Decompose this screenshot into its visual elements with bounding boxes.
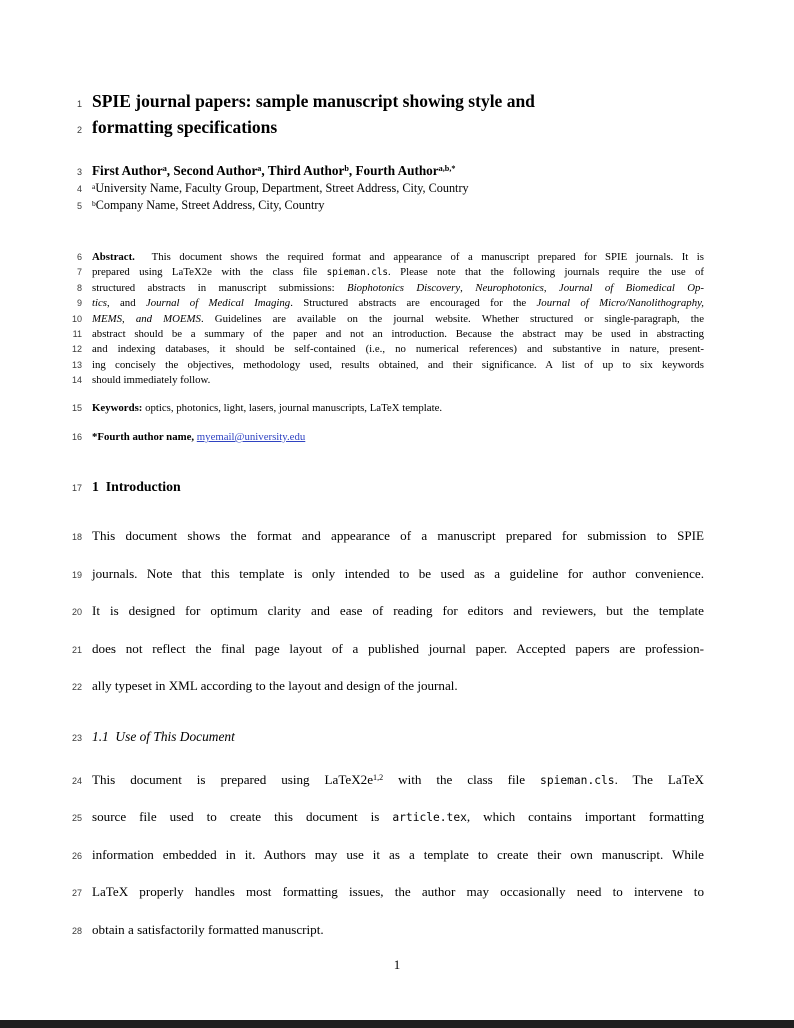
text-segment: abstract should be a summary of the paper and not an introduction. Because the abstract may be used in abstracting [92, 327, 704, 340]
line-number: 18 [71, 532, 82, 543]
text-segment: , [543, 281, 559, 294]
body-text: LaTeX properly handles most formatting issues, the author may occasionally need to intervene to [92, 884, 704, 900]
body-line [0, 667, 794, 705]
line-number: 13 [71, 359, 82, 370]
introduction-paragraph [0, 517, 794, 705]
mono-text-segment: article.tex [392, 811, 467, 825]
subsection-heading-text: 1.1 Use of This Document [92, 728, 235, 744]
abstract-line [0, 281, 794, 296]
b-text-segment: Abstract. [92, 251, 135, 263]
line-number: 23 [71, 732, 82, 743]
text-segment: University Name, Faculty Group, Department, Street Address, City, Country [95, 181, 469, 195]
text-segment: . The LaTeX [614, 771, 704, 787]
section-heading-text: 1 Introduction [92, 479, 181, 495]
text-segment: , and [107, 297, 146, 310]
authors-text [92, 162, 704, 180]
mono-text-segment: spieman.cls [540, 773, 615, 787]
text-segment: . Structured abstracts are encouraged for the [290, 297, 537, 310]
line-number: 21 [71, 644, 82, 655]
paper-title [0, 88, 794, 140]
abstract-line [0, 296, 794, 311]
i-text-segment: MEMS, and MOEMS [92, 312, 201, 325]
text-segment: source file used to create this document is [92, 809, 393, 825]
body-line [0, 873, 794, 911]
body-line [0, 630, 794, 668]
body-line [0, 517, 794, 555]
line-number: 6 [76, 252, 82, 262]
title-text: formatting specifications [92, 117, 278, 137]
line-number: 17 [71, 483, 82, 494]
affiliation-text [92, 197, 704, 214]
body-line [0, 592, 794, 630]
affiliation-line [0, 180, 794, 197]
use-of-document-paragraph [0, 761, 794, 949]
line-number: 3 [76, 167, 82, 177]
text-segment: This document shows the required format and appearance of a manuscript prepared for SPIE journals. It is [134, 251, 704, 263]
title-line [0, 88, 794, 114]
keywords-line [0, 401, 794, 416]
text-segment: First Author [92, 163, 163, 178]
body-text: This document shows the format and appearance of a manuscript prepared for submission to SPIE [92, 528, 704, 544]
body-line [0, 911, 794, 949]
line-number: 25 [71, 813, 82, 824]
page-edge-bar [0, 1020, 794, 1028]
sup-text-segment: a [162, 164, 167, 174]
line-number: 11 [72, 328, 82, 339]
page-number: 1 [393, 957, 401, 973]
line-number: 2 [76, 125, 82, 135]
line-number: 12 [71, 344, 82, 355]
authors-line [0, 162, 794, 180]
text-segment: ing concisely the objectives, methodology used, results obtained, and their significance. A list of up to six keywords [92, 358, 704, 371]
body-text: ally typeset in XML according to the layout and design of the journal. [92, 678, 458, 694]
text-segment: structured abstracts in manuscript submissions: [92, 281, 348, 294]
i-text-segment: tics [92, 297, 107, 310]
line-number: 14 [71, 375, 82, 386]
text-segment: , Third Author [261, 163, 345, 178]
abstract-text [92, 296, 704, 311]
line-number: 20 [71, 607, 82, 618]
corresponding-author-line [0, 430, 794, 445]
body-text [92, 761, 704, 799]
corresponding-author-label: *Fourth author name, [92, 430, 197, 443]
text-segment: and indexing databases, it should be self-contained (i.e., no numerical references) and substantive in nature, present- [92, 343, 704, 356]
text-segment: . Guidelines are available on the journal website. Whether structured or single-paragraph, the [200, 312, 704, 325]
corresponding-text [92, 430, 704, 445]
email-link[interactable]: myemail@university.edu [196, 430, 306, 443]
text-segment: optics, photonics, light, lasers, journal manuscripts, LaTeX template. [142, 401, 443, 414]
abstract-line [0, 373, 794, 388]
abstract-line [0, 327, 794, 342]
abstract-line [0, 312, 794, 327]
sup-text-segment: a [92, 181, 96, 191]
i-text-segment: Journal of Medical Imaging [145, 297, 291, 310]
line-number: 15 [71, 402, 82, 413]
text-segment: with the class file [383, 771, 541, 787]
abstract-line [0, 265, 794, 280]
sup-text-segment: a [257, 164, 262, 174]
abstract-text [92, 250, 704, 265]
abstract-text [92, 373, 704, 388]
abstract-text [92, 312, 704, 327]
text-segment: , Second Author [166, 163, 258, 178]
abstract-line [0, 358, 794, 373]
text-segment: prepared using LaTeX2e with the class file [92, 266, 327, 279]
text-segment: , [460, 281, 476, 294]
mono-text-segment: spieman.cls [326, 267, 388, 279]
line-number: 24 [71, 775, 82, 786]
body-text: does not reflect the final page layout of a published journal paper. Accepted papers are profession- [92, 640, 704, 656]
line-number: 28 [71, 925, 82, 936]
abstract-text [92, 358, 704, 373]
line-number: 27 [71, 888, 82, 899]
body-line [0, 761, 794, 799]
line-number: 1 [76, 99, 82, 109]
abstract-line [0, 342, 794, 357]
title-line [0, 114, 794, 140]
affiliation-text [92, 180, 704, 197]
line-number: 26 [71, 850, 82, 861]
body-text [92, 798, 704, 836]
body-text: information embedded in it. Authors may use it as a template to create their own manuscript. While [92, 846, 704, 862]
body-line [0, 555, 794, 593]
affiliation-line [0, 197, 794, 214]
i-text-segment: Journal of Micro/Nanolithography, [536, 297, 704, 310]
line-number: 5 [76, 201, 82, 211]
i-text-segment: Neurophotonics [475, 281, 544, 294]
authors-section [0, 162, 794, 214]
keywords-text [92, 401, 704, 416]
abstract-text [92, 327, 704, 342]
b-text-segment: Keywords: [92, 401, 143, 414]
sup-text-segment: b [344, 164, 349, 174]
line-number: 16 [71, 431, 82, 442]
line-number: 8 [76, 282, 82, 293]
sup-text-segment: 1,2 [373, 773, 384, 783]
body-line [0, 798, 794, 836]
abstract-section [0, 250, 794, 389]
text-segment: Company Name, Street Address, City, Country [95, 198, 325, 212]
i-text-segment: Journal of Biomedical Op- [558, 281, 705, 294]
section-heading-introduction [0, 477, 794, 497]
text-segment: should immediately follow. [92, 374, 211, 387]
line-number: 7 [76, 267, 82, 278]
sup-text-segment: a,b,* [438, 164, 456, 174]
body-text: journals. Note that this template is only intended to be used as a guideline for author convenience. [92, 565, 704, 581]
body-text: It is designed for optimum clarity and ease of reading for editors and reviewers, but the template [92, 603, 704, 619]
body-line [0, 836, 794, 874]
body-text: obtain a satisfactorily formatted manuscript. [92, 921, 324, 937]
abstract-text [92, 265, 704, 280]
text-segment: , which contains important formatting [466, 809, 704, 825]
title-text: SPIE journal papers: sample manuscript showing style and [92, 91, 535, 111]
line-number: 19 [71, 569, 82, 580]
line-number: 4 [76, 184, 82, 194]
abstract-text [92, 281, 704, 296]
line-number: 10 [71, 313, 82, 324]
sup-text-segment: b [92, 198, 96, 208]
text-segment: This document is prepared using LaTeX2e [92, 771, 374, 787]
line-number: 9 [76, 298, 82, 309]
abstract-line [0, 250, 794, 265]
subsection-heading-use-of-this-document [0, 727, 794, 747]
line-number: 22 [71, 682, 82, 693]
text-segment: . Please note that the following journals require the use of [387, 266, 704, 279]
text-segment: , Fourth Author [348, 163, 439, 178]
abstract-text [92, 342, 704, 357]
i-text-segment: Biophotonics Discovery [347, 281, 461, 294]
